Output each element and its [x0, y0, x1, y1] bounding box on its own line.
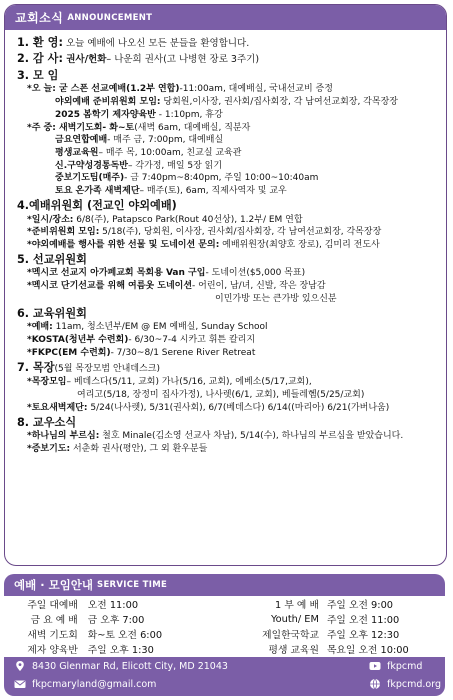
worship-prep [17, 226, 438, 239]
youtube-link[interactable] [369, 660, 422, 672]
members-news-text: 철호 Minale(김소영 선교사 차남), 5/14(수), 하나님의 부르심을 받았습니다. [99, 431, 404, 442]
mission-van [17, 267, 438, 280]
meeting-education-label: 평생교육원 [55, 147, 99, 158]
thanks-text: – 나운희 권사(고 나병현 장로 3주기) [106, 54, 260, 66]
email-icon [14, 678, 26, 690]
service-time: 주일 오전 9:00 [326, 600, 394, 612]
service-name: 제자 양육반 [27, 644, 78, 656]
service-row [4, 597, 445, 612]
section-thanks [17, 52, 438, 67]
meeting-prayer-text: - 금 7:40pm~8:40pm, 주일 10:00~10:40am [124, 173, 319, 184]
mokjang-subtitle: (5월 목장모범 안내데스크) [54, 363, 160, 374]
announcement-box [4, 4, 447, 566]
members-news [17, 430, 438, 443]
edu-worship [17, 321, 438, 334]
meeting-grad-text: - 1:10pm, 휴강 [155, 109, 223, 120]
service-name: 새벽 기도회 [27, 629, 78, 641]
welcome-title: 1. 환 영: [17, 35, 63, 49]
mokjang-meeting [17, 376, 438, 389]
meeting-bible [17, 160, 438, 173]
service-row [4, 641, 445, 656]
section-education-title: 6. 교육위원회 [17, 307, 87, 321]
service-time: 주일 오후 12:30 [326, 629, 400, 641]
mission-van-label: *멕시코 선교지 아가페교회 목회용 Van 구입 [27, 268, 206, 279]
address-text: 8430 Glenmar Rd, Elicott City, MD 21043 [32, 660, 228, 672]
mokjang-meeting-text: – 베데스다(5/11, 교회) 가나(5/16, 교회), 에베소(5/17,교회), [66, 377, 312, 388]
web-text[interactable]: fkpcmd.org [387, 678, 441, 690]
youtube-icon [369, 660, 381, 672]
worship-prep-label: *준비위원회 모임: [27, 227, 100, 238]
edu-fkpc [17, 347, 438, 360]
members-prayer [17, 443, 438, 456]
thanks-title: 2. 감 사: [17, 52, 63, 66]
edu-fkpc-label: *FKPC(EM 수련회) [27, 347, 111, 358]
worship-date-text: 6/8(주), Patapsco Park(Rout 40선상), 1.2부/ EM 연합 [73, 214, 303, 225]
members-prayer-text: 서춘화 권사(평안), 그 외 환우분들 [70, 443, 208, 454]
meeting-week [17, 122, 438, 135]
service-box [4, 574, 445, 696]
section-worship-title: 4.예배위원회 (전교인 야외예배) [17, 199, 177, 213]
worship-gift [17, 239, 438, 252]
contact-info [4, 657, 445, 693]
service-row [4, 627, 445, 642]
service-name: 평생 교육원 [268, 644, 319, 656]
meeting-week-label: *주 중: 새벽기도회- 화~토 [27, 122, 135, 133]
edu-kosta [17, 334, 438, 347]
edu-kosta-text: - 6/30~7-4 시카고 휘튼 칼리지 [128, 335, 256, 346]
contact-row [4, 657, 445, 675]
meeting-bible-label: 신.구약성경통독반 [55, 160, 128, 171]
address [14, 660, 369, 672]
meeting-grad-label: 2025 봄학기 제자양육반 [55, 109, 156, 120]
meeting-prayer-label: 중보기도팀(매주) [55, 173, 125, 184]
email[interactable] [14, 678, 369, 690]
service-time: 오전 11:00 [87, 600, 139, 612]
youtube-text[interactable]: fkpcmd [387, 660, 423, 672]
contact-row [4, 675, 445, 693]
section-meetings-title: 3. 모 임 [17, 69, 59, 83]
email-text[interactable]: fkpcmaryland@gmail.com [32, 678, 157, 690]
service-header [4, 574, 445, 596]
mokjang-title: 7. 목장 [17, 360, 55, 374]
service-name: 제일한국학교 [262, 629, 319, 641]
mokjang-meeting-label: *목장모임 [27, 377, 67, 388]
announcement-content [5, 30, 446, 456]
meeting-saturday [17, 185, 438, 198]
members-prayer-label: *증보기도: [27, 443, 71, 454]
web-icon [369, 678, 381, 690]
edu-worship-label: *예배: [27, 322, 53, 333]
worship-date [17, 214, 438, 227]
mission-clothes [17, 280, 438, 293]
announcement-header [5, 5, 446, 30]
mission-bags: 이민가방 또는 큰가방 있으신분 [215, 293, 337, 304]
service-row [4, 612, 445, 627]
section-welcome [17, 36, 438, 51]
meeting-friday [17, 134, 438, 147]
mokjang-meeting-cont: 여리고(5/18, 장정미 집사가정), 나사렛(6/1, 교회), 베들레헴(5/25/교회) [77, 389, 365, 400]
meeting-education [17, 147, 438, 160]
welcome-text: 오늘 예배에 나오신 모든 분들을 환영합니다. [62, 37, 250, 49]
meeting-education-text: – 매주 목, 10:00am, 친교실 교육관 [98, 147, 242, 158]
meeting-today-text: -11:00am, 대예배실, 국내선교비 증정 [179, 84, 333, 95]
edu-fkpc-text: - 7/30~8/1 Serene River Retreat [110, 347, 256, 358]
web-link[interactable] [369, 678, 441, 690]
service-name: 금 요 예 배 [30, 615, 78, 627]
meeting-prep-text: 당회원,이사장, 권사회/집사회장, 각 남여선교회장, 각목장장 [160, 97, 398, 108]
mokjang-saturday [17, 402, 438, 415]
mission-clothes-text: - 어린이, 남/녀, 신발, 작은 장남감 [192, 281, 326, 292]
mokjang-saturday-label: *토요새벽제단: [27, 402, 88, 413]
location-icon [14, 660, 26, 672]
meeting-today-label: *오 늘: 굳 스폰 선교예배(1.2부 연합) [27, 84, 180, 95]
mission-van-text: - 도네이션($5,000 목표) [205, 268, 306, 279]
service-name: 1 부 예 배 [274, 600, 319, 612]
members-news-label: *하나님의 부르심: [27, 431, 100, 442]
edu-kosta-label: *KOSTA(청년부 수련회) [27, 335, 129, 346]
thanks-bold: 권사/헌화 [62, 54, 107, 66]
worship-prep-text: 5/18(주), 당회원, 이사장, 권사회/집사회장, 각 남여선교회장, 각목장장 [99, 227, 382, 238]
service-title: 예배 · 모임안내 [14, 578, 94, 592]
service-time: 금 오후 7:00 [87, 615, 145, 627]
meeting-bible-text: – 각가정, 매일 5장 읽기 [127, 160, 223, 171]
worship-date-label: *일시/장소: [27, 214, 74, 225]
meeting-week-text: (새벽 6am, 대예배실, 직분자 [134, 122, 251, 133]
meeting-prep-label: 야외예배 준비위원회 모임: [55, 97, 161, 108]
service-name: 주일 대예배 [27, 600, 78, 612]
service-time: 주일 오전 11:00 [326, 615, 400, 627]
worship-gift-text: 예배위원장(최양호 장로), 김미리 전도사 [219, 239, 380, 250]
meeting-saturday-text: – 매주(토), 6am, 직제사역자 및 교우 [139, 186, 287, 197]
service-time: 화~토 오전 6:00 [87, 629, 163, 641]
service-table [4, 596, 445, 657]
meeting-prayer [17, 172, 438, 185]
section-mission-title: 5. 선교위원회 [17, 253, 87, 267]
worship-gift-label: *야외예배를 행사를 위한 선물 및 도네이션 문의: [27, 239, 220, 250]
announcement-subtitle: ANNOUNCEMENT [67, 12, 153, 23]
section-members-title: 8. 교우소식 [17, 415, 77, 429]
service-subtitle: SERVICE TIME [97, 580, 168, 590]
mission-clothes-label: *멕시코 단기선교를 위해 여름옷 도네이션 [27, 281, 193, 292]
meeting-grad [17, 109, 438, 122]
service-name: Youth/ EM [270, 613, 319, 625]
meeting-today [17, 83, 438, 96]
edu-worship-text: 11am, 청소년부/EM @ EM 예배실, Sunday School [52, 322, 268, 333]
meeting-friday-text: - 매주 금, 7:00pm, 대예배실 [107, 135, 224, 146]
section-mokjang [17, 361, 438, 376]
service-time: 목요일 오전 10:00 [326, 644, 409, 656]
mokjang-saturday-text: 5/24(나사렛), 5/31(권사회), 6/7(베데스다) 6/14((마리아) 6/21(가버나움) [87, 402, 390, 413]
meeting-friday-label: 금요연합예배 [55, 135, 108, 146]
announcement-title: 교회소식 [15, 11, 64, 25]
meeting-saturday-label: 토요 온가족 새벽제단 [55, 186, 140, 197]
service-time: 주일 오후 1:30 [87, 644, 154, 656]
meeting-prep [17, 96, 438, 109]
